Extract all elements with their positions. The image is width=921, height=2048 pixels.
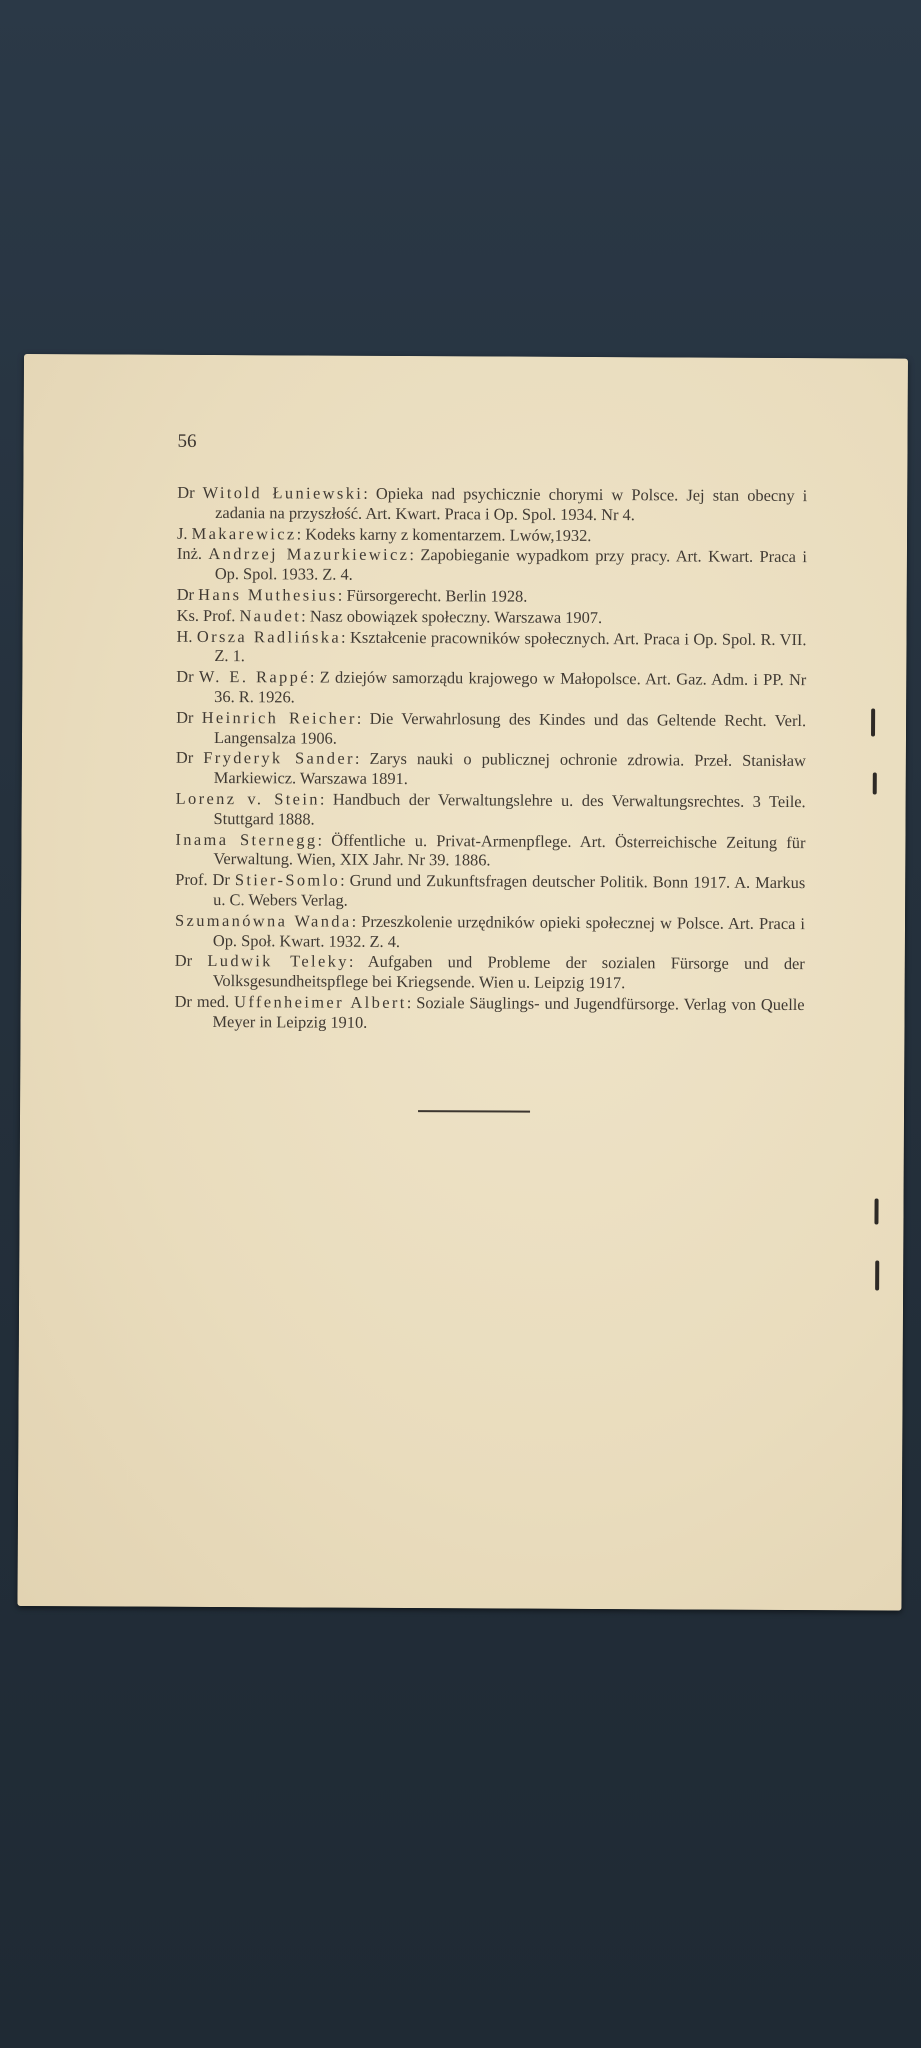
bibliography-entry: Inama Sternegg: Öffentliche u. Privat-Armenpflege. Art. Österreichische Zeitung für Verwaltung. Wien, XIX Jahr. Nr 39. 1886. — [175, 829, 806, 870]
binding-hole-mark — [871, 708, 875, 736]
author-name: Fryderyk Sander — [203, 748, 355, 769]
author-name: Orsza Radlińska — [196, 626, 342, 647]
author-name: Inama Sternegg — [175, 829, 318, 850]
author-name: Andrzej Mazurkiewicz — [208, 544, 410, 565]
bibliography-entry: Dr Ludwik Teleky: Aufgaben und Probleme der sozialen Fürsorge und der Volksgesundheitspflege bei Kriegsende. Wien u. Leipzig 1917. — [174, 951, 805, 993]
author-name: Heinrich Reicher — [201, 707, 357, 728]
bibliography-entry: Ks. Prof. Naudet: Nasz obowiązek społeczny. Warszawa 1907. — [176, 605, 603, 627]
bibliography-entry: Dr W. E. Rappé: Z dziejów samorządu krajowego w Małopolsce. Art. Gaz. Adm. i PP. Nr 36. R. 1926. — [176, 666, 807, 707]
author-name: Witold Łuniewski — [202, 482, 364, 503]
author-name: Stier-Somlo — [234, 870, 341, 890]
bibliography-entry: Szumanówna Wanda: Przeszkolenie urzędników opieki społecznej w Polsce. Art. Praca i Op. Społ. Kwart. 1932. Z. 4. — [174, 910, 806, 951]
bibliography-entry: Inż. Andrzej Mazurkiewicz: Zapobieganie wypadkom przy pracy. Art. Kwart. Praca i Op. Spol. 1933. Z. 4. — [176, 544, 807, 584]
bibliography-entry: J. Makarewicz: Kodeks karny z komentarzem. Lwów,1932. — [177, 523, 592, 545]
author-name: W. E. Rappé — [198, 667, 310, 687]
bibliography-entry: H. Orsza Radlińska: Kształcenie pracowników społecznych. Art. Praca i Op. Spol. R. VII. Z. 1. — [176, 626, 807, 666]
binding-hole-mark — [874, 1198, 878, 1224]
author-name: Makarewicz — [191, 523, 297, 544]
bibliography-entry: Prof. Dr Stier-Somlo: Grund und Zukunftsfragen deutscher Politik. Bonn 1917. A. Markus u. C. Webers Verlag. — [175, 869, 806, 910]
bibliography-entry: Lorenz v. Stein: Handbuch der Verwaltungslehre u. des Verwaltungsrechtes. 3 Teile. Stuttgard 1888. — [175, 788, 806, 829]
binding-hole-mark — [875, 1260, 879, 1290]
book-page — [17, 354, 908, 1611]
end-rule — [418, 1110, 530, 1113]
bibliography-entry: Dr Fryderyk Sander: Zarys nauki o publicznej ochronie zdrowia. Przeł. Stanisław Markiewicz. Warszawa 1891. — [175, 748, 806, 789]
bibliography-entry: Dr Witold Łuniewski: Opieka nad psychicznie chorymi w Polsce. Jej stan obecny i zadania na przyszłość. Art. Kwart. Praca i Op. Spol. 1934. Nr 4. — [177, 482, 808, 524]
author-name: Lorenz v. Stein — [175, 788, 320, 809]
bibliography-entry: Dr Heinrich Reicher: Die Verwahrlosung des Kindes und das Geltende Recht. Verl. Langensalza 1906. — [176, 707, 807, 748]
bibliography-list — [174, 483, 807, 1036]
author-name: Naudet — [239, 605, 302, 626]
author-name: Szumanówna Wanda — [174, 910, 352, 931]
author-name: Uffenheimer Albert — [234, 992, 407, 1012]
bibliography-entry: Dr med. Uffenheimer Albert: Soziale Säuglings- und Jugendfürsorge. Verlag von Quelle Meyer in Leipzig 1910. — [174, 991, 805, 1032]
author-name: Ludwik Teleky — [207, 951, 349, 972]
binding-hole-mark — [873, 772, 877, 794]
page-number: 56 — [177, 430, 197, 452]
author-name: Hans Muthesius — [198, 584, 338, 605]
bibliography-entry: Dr Hans Muthesius: Fürsorgerecht. Berlin 1928. — [176, 584, 528, 606]
